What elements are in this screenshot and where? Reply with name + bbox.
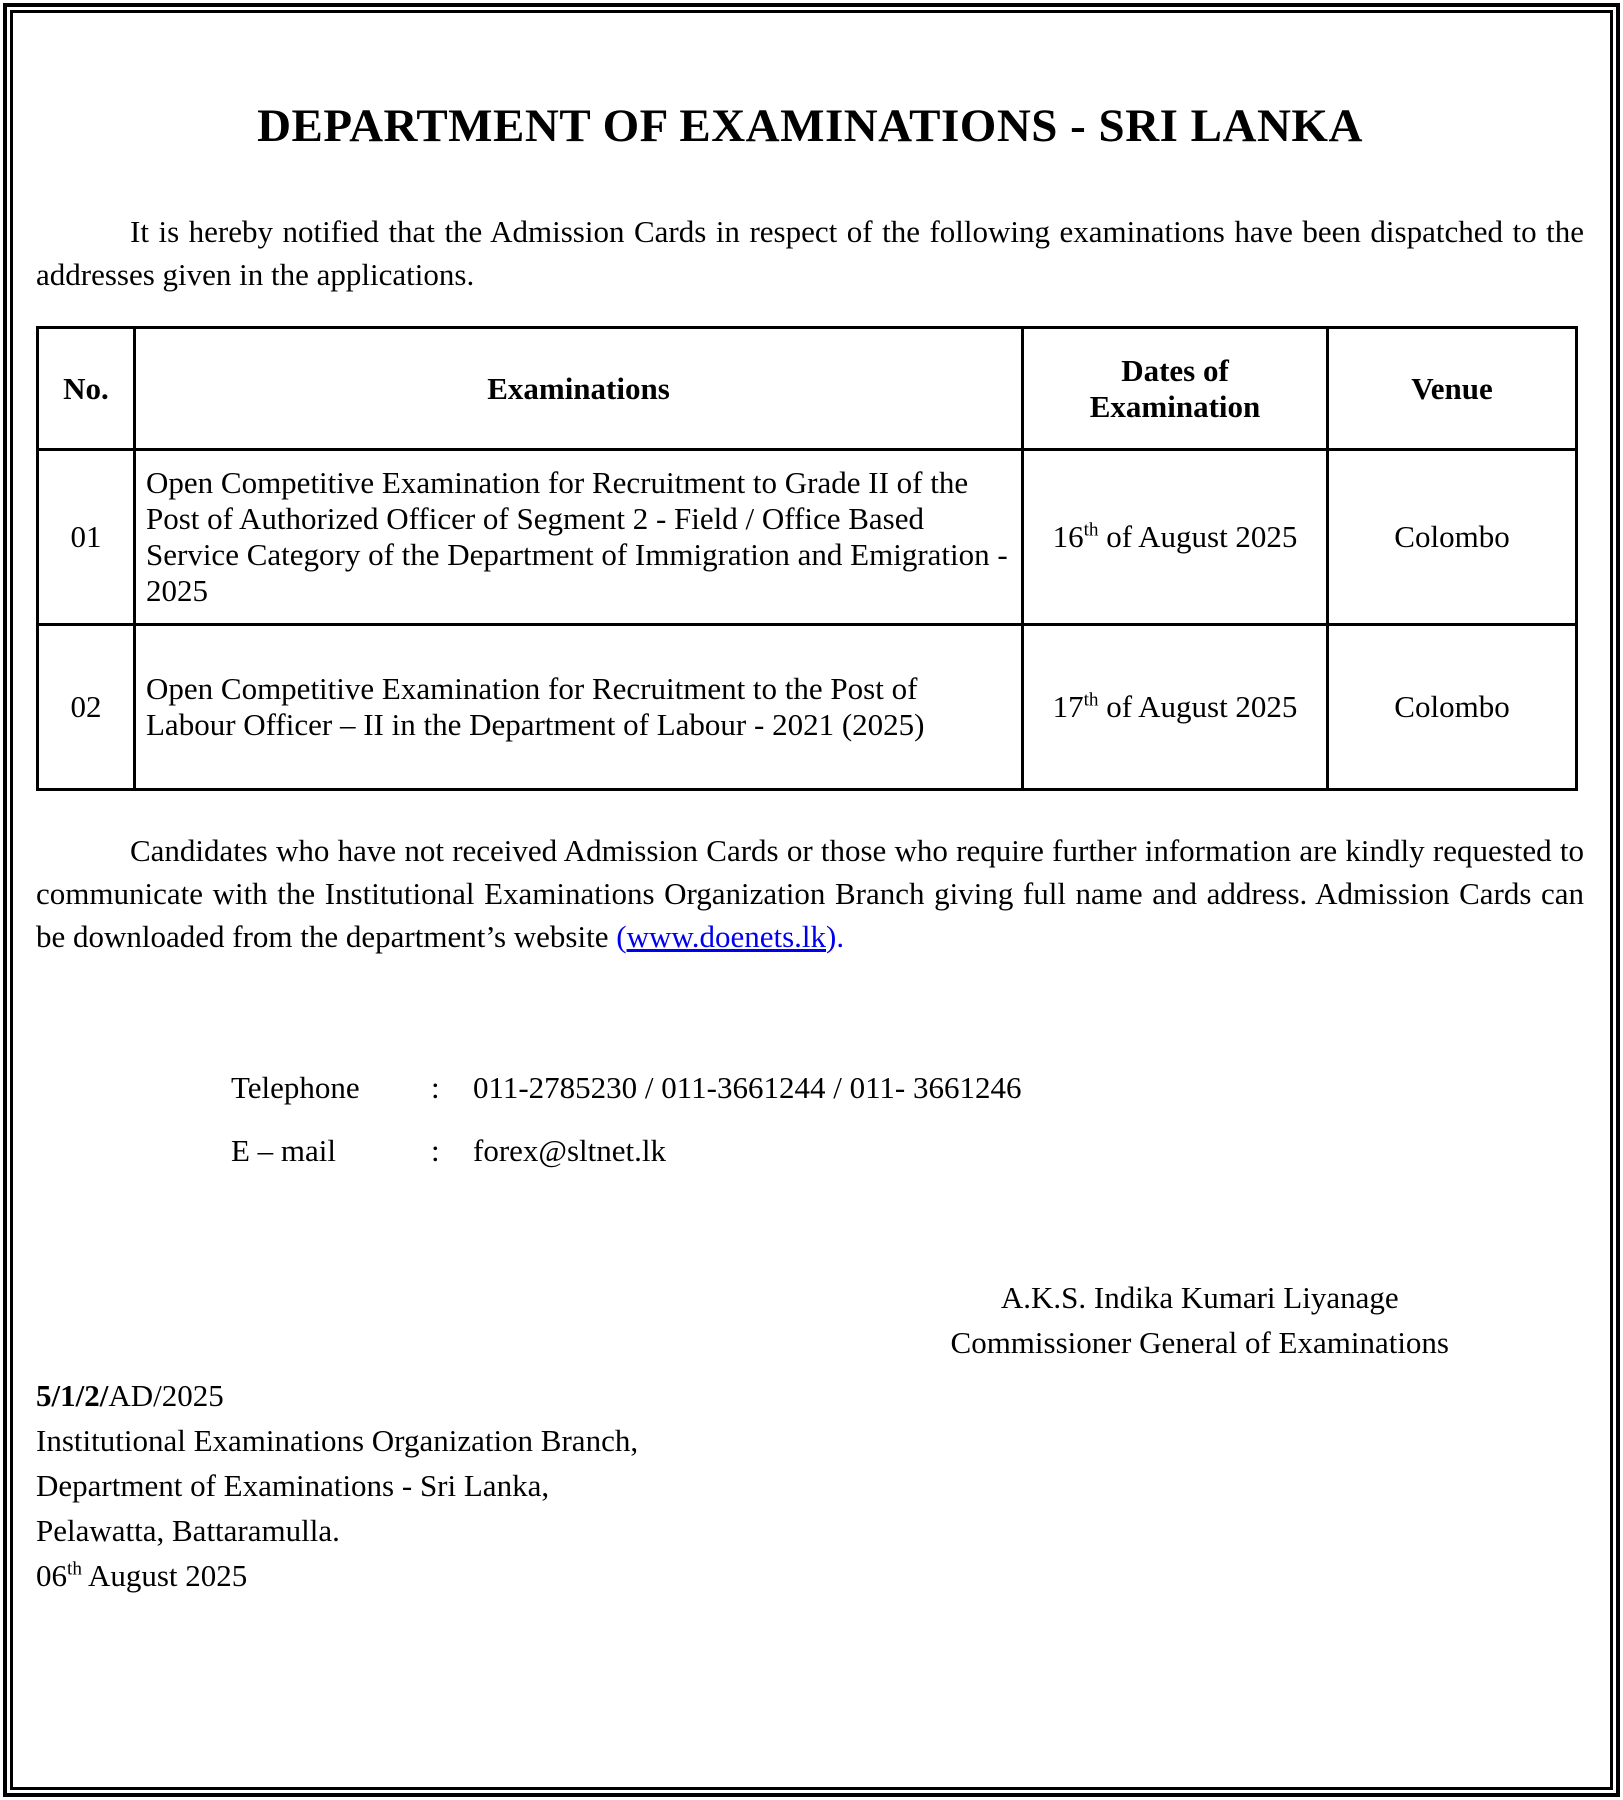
row2-number: 02 <box>38 625 135 790</box>
header-venue: Venue <box>1328 328 1577 450</box>
row2-date-day: 17 <box>1052 689 1084 724</box>
row1-examination: Open Competitive Examination for Recruitment to Grade II of the Post of Authorized Officer of Segment 2 - Field / Office Based Service Category of the Department of Immigration and Emigration - 2025 <box>135 450 1023 625</box>
paren-open: ( <box>616 919 627 954</box>
page-title: DEPARTMENT OF EXAMINATIONS - SRI LANKA <box>257 100 1363 152</box>
email-label: E – mail <box>231 1133 337 1168</box>
intro-paragraph: It is hereby notified that the Admission Cards in respect of the following examinations have been dispatched to the addresses given in the applications. <box>36 214 1584 292</box>
telephone-value: 011-2785230 / 011-3661244 / 011- 3661246 <box>473 1070 1022 1105</box>
contact-block <box>36 1066 1584 1172</box>
email-colon: : <box>431 1133 440 1168</box>
footer-date-rest: August 2025 <box>81 1558 248 1593</box>
footer-block <box>36 1373 1584 1598</box>
row2-examination: Open Competitive Examination for Recruitment to the Post of Labour Officer – II in the Department of Labour - 2021 (2025) <box>135 625 1023 790</box>
row2-date <box>1023 625 1328 790</box>
telephone-label: Telephone <box>231 1070 360 1105</box>
row1-date <box>1023 450 1328 625</box>
candidates-paragraph-text: Candidates who have not received Admission Cards or those who require further information are kindly requested to communicate with the Institutional Examinations Organization Branch giving full name and address. Admission Cards can be downloaded from the department’s website <box>36 833 1584 954</box>
reference-rest-part: AD/2025 <box>108 1378 224 1413</box>
email-value: forex@sltnet.lk <box>473 1133 666 1168</box>
table-header-row <box>38 328 1577 450</box>
footer-date-suffix: th <box>67 1558 82 1580</box>
telephone-row <box>231 1066 1584 1109</box>
email-row <box>231 1129 1584 1172</box>
row2-date-rest: of August 2025 <box>1098 689 1298 724</box>
header-examinations: Examinations <box>135 328 1023 450</box>
footer-date <box>36 1553 1584 1598</box>
table-row <box>38 625 1577 790</box>
candidates-paragraph <box>36 829 1584 958</box>
row1-date-day: 16 <box>1052 519 1084 554</box>
row1-venue: Colombo <box>1328 450 1577 625</box>
reference-number <box>36 1373 1584 1418</box>
examinations-table <box>36 326 1578 791</box>
signatory-title: Commissioner General of Examinations <box>950 1325 1449 1360</box>
row2-venue: Colombo <box>1328 625 1577 790</box>
telephone-colon: : <box>431 1070 440 1105</box>
row1-date-rest: of August 2025 <box>1098 519 1298 554</box>
header-no: No. <box>38 328 135 450</box>
paren-close: ). <box>826 919 845 954</box>
footer-branch-line: Institutional Examinations Organization Branch, <box>36 1423 639 1458</box>
reference-bold-part: 5/1/2/ <box>36 1378 109 1413</box>
website-link[interactable]: www.doenets.lk <box>626 919 827 954</box>
row1-number: 01 <box>38 450 135 625</box>
row1-date-suffix: th <box>1083 519 1099 541</box>
signatory-name: A.K.S. Indika Kumari Liyanage <box>1000 1280 1399 1315</box>
header-dates: Dates of Examination <box>1023 328 1328 450</box>
signature-block <box>951 1275 1449 1365</box>
notice-content <box>13 13 1610 1787</box>
table-row <box>38 450 1577 625</box>
footer-date-day: 06 <box>36 1558 67 1593</box>
footer-address-line: Pelawatta, Battaramulla. <box>36 1513 340 1548</box>
row2-date-suffix: th <box>1083 689 1099 711</box>
footer-department-line: Department of Examinations - Sri Lanka, <box>36 1468 550 1503</box>
